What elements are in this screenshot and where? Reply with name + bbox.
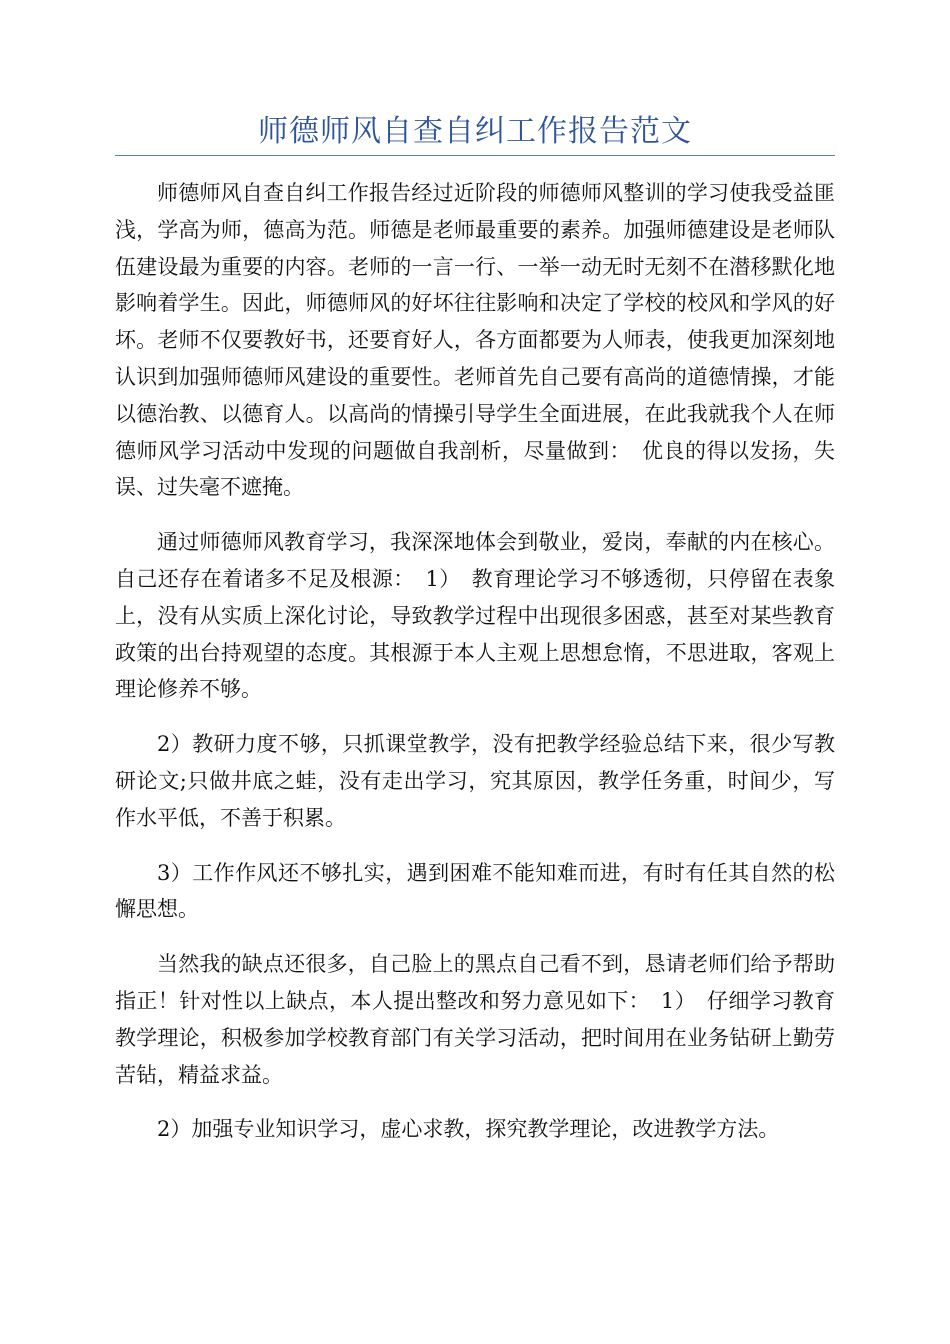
- paragraph: 通过师德师风教育学习，我深深地体会到敬业，爱岗，奉献的内在核心。自己还存在着诸多不足及根源： 1） 教育理论学习不够透彻，只停留在表象上，没有从实质上深化讨论，导致教学过程中出现很多困惑，甚至对某些教育政策的出台持观望的态度。其根源于本人主观上思想怠惰，不思进取，客观上理论修养不够。: [115, 530, 835, 702]
- paragraph: 师德师风自查自纠工作报告经过近阶段的师德师风整训的学习使我受益匪浅，学高为师，德高为范。师德是老师最重要的素养。加强师德建设是老师队伍建设最为重要的内容。老师的一言一行、一举一动无时无刻不在潜移默化地影响着学生。因此，师德师风的好坏往往影响和决定了学校的校风和学风的好坏。老师不仅要教好书，还要育好人，各方面都要为人师表，使我更加深刻地认识到加强师德师风建设的重要性。老师首先自己要有高尚的道德情操，才能以德治教、以德育人。以高尚的情操引导学生全面进展，在此我就我个人在师德师风学习活动中发现的问题做自我剖析，尽量做到： 优良的得以发扬，失误、过失毫不遮掩。: [115, 181, 835, 500]
- paragraph: 当然我的缺点还很多，自己脸上的黑点自己看不到，恳请老师们给予帮助指正！针对性以上缺点，本人提出整改和努力意见如下： 1） 仔细学习教育教学理论，积极参加学校教育部门有关学习活动，把时间用在业务钻研上勤劳苦钻，精益求益。: [115, 952, 835, 1087]
- document-body: [115, 175, 835, 1166]
- paragraph: 2）教研力度不够，只抓课堂教学，没有把教学经验总结下来，很少写教研论文;只做井底之蛙，没有走出学习，究其原因，教学任务重，时间少，写作水平低，不善于积累。: [115, 732, 835, 830]
- document-title: 师德师风自查自纠工作报告范文: [258, 114, 692, 149]
- paragraph: 2）加强专业知识学习，虚心求教，探究教学理论，改进教学方法。: [157, 1117, 780, 1142]
- title-underline: [115, 155, 835, 156]
- paragraph: 3）工作作风还不够扎实，遇到困难不能知难而进，有时有任其自然的松懈思想。: [115, 860, 835, 922]
